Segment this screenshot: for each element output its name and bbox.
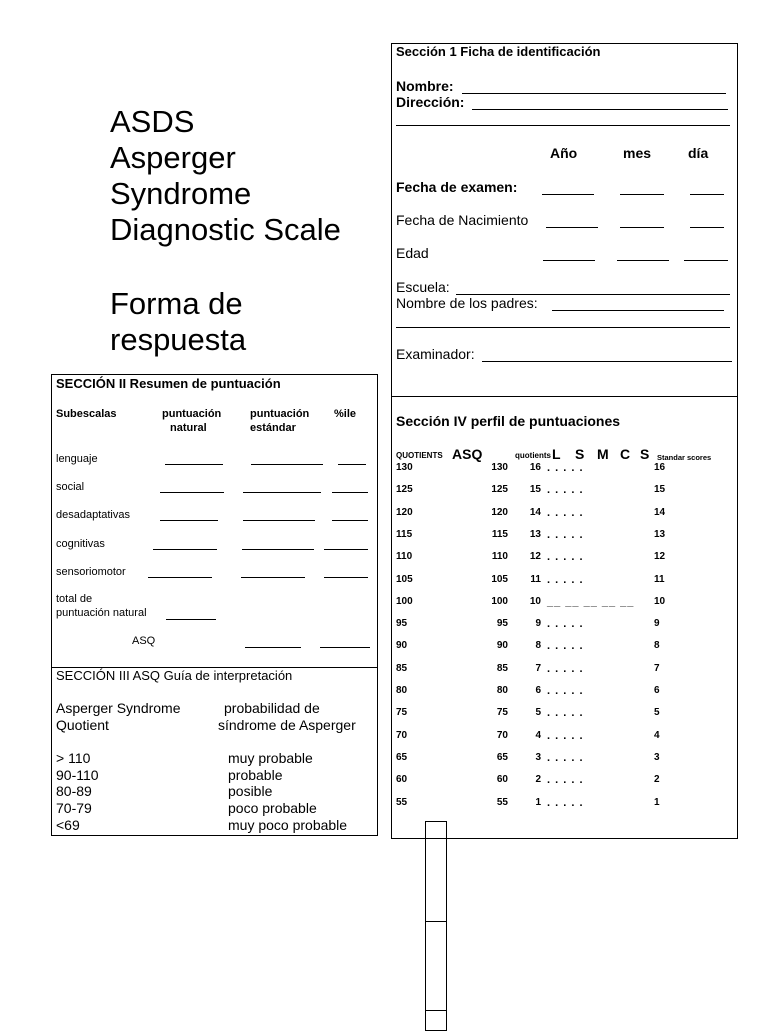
profile-strip (425, 821, 447, 1031)
section3-col2-1: probabilidad de (224, 700, 320, 716)
profile-score-8: 8 (535, 640, 541, 652)
profile-standard-3: 13 (654, 528, 666, 540)
padres-line[interactable] (552, 310, 724, 311)
profile-marks-8: . . . . . (547, 640, 584, 653)
strip-divider-1 (426, 921, 446, 922)
profile-standard-12: 4 (654, 729, 660, 741)
section1-box (391, 43, 738, 397)
profile-asq-3: 115 (491, 528, 508, 540)
section4-heading: Sección IV perfil de puntuaciones (396, 413, 621, 429)
profile-asq-1: 125 (491, 484, 508, 496)
section3-col2-2: síndrome de Asperger (218, 717, 356, 733)
title-line-5: Forma de (110, 286, 243, 321)
profile-asq-6: 100 (491, 595, 508, 607)
profile-quotient-11: 75 (396, 707, 408, 719)
profile-standard-4: 12 (654, 551, 666, 563)
title-line-4: Diagnostic Scale (110, 212, 341, 247)
fecha-examen-label: Fecha de examen: (396, 179, 518, 195)
section3-box (51, 667, 378, 836)
interp-label-0: muy probable (228, 750, 313, 766)
fecha-nacimiento-label: Fecha de Nacimiento (396, 212, 529, 228)
profile-marks-10: . . . . . (547, 685, 584, 697)
profile-quotient-13: 65 (396, 751, 408, 763)
profile-score-9: 7 (535, 662, 541, 674)
total-label-1: total de (56, 593, 93, 605)
social-estandar[interactable] (243, 492, 321, 493)
col-natural-1: puntuación (162, 408, 222, 420)
profile-quotient-7: 95 (396, 618, 408, 630)
profile-asq-5: 105 (491, 573, 508, 585)
row-lenguaje: lenguaje (56, 453, 98, 465)
profile-score-2: 14 (529, 506, 541, 518)
profile-asq-13: 65 (496, 751, 508, 763)
interp-label-3: poco probable (228, 800, 317, 816)
profile-asq-15: 55 (496, 796, 508, 808)
section3-col1-1: Asperger Syndrome (56, 700, 181, 716)
fecha-examen-mes[interactable] (620, 194, 664, 195)
fecha-nacimiento-mes[interactable] (620, 227, 664, 228)
letter-l: L (552, 446, 561, 462)
profile-quotient-1: 125 (396, 484, 413, 496)
interp-label-1: probable (228, 767, 283, 783)
profile-marks-3: . . . . . (547, 528, 584, 541)
direccion-label: Dirección: (396, 94, 465, 110)
interp-range-2: 80-89 (56, 783, 92, 799)
lenguaje-natural[interactable] (165, 464, 223, 465)
profile-asq-9: 85 (496, 662, 508, 674)
profile-marks-9: . . . . . (547, 662, 584, 675)
nombre-line[interactable] (462, 93, 726, 94)
padres-line-2[interactable] (396, 327, 730, 328)
interp-range-3: 70-79 (56, 800, 92, 816)
social-ile[interactable] (332, 492, 368, 493)
edad-mes[interactable] (617, 260, 669, 261)
profile-score-5: 11 (530, 573, 541, 585)
title-line-3: Syndrome (110, 176, 252, 211)
row-social: social (56, 481, 85, 493)
examinador-label: Examinador: (396, 346, 475, 362)
col-dia: día (688, 145, 709, 161)
cognitivas-natural[interactable] (153, 549, 217, 550)
cognitivas-estandar[interactable] (242, 549, 314, 550)
profile-quotient-14: 60 (396, 774, 408, 786)
profile-standard-10: 6 (654, 685, 660, 696)
col-subescalas: Subescalas (56, 408, 117, 420)
col-estandar-2: estándar (250, 422, 296, 434)
quotients-small-label: quotients (515, 451, 551, 460)
profile-quotient-6: 100 (396, 595, 413, 607)
cognitivas-ile[interactable] (324, 549, 368, 550)
section3-col1-2: Quotient (56, 717, 109, 733)
letter-s: S (575, 446, 585, 462)
profile-marks-12: . . . . . (547, 729, 584, 742)
profile-score-4: 12 (529, 551, 541, 563)
asq-estandar[interactable] (245, 647, 301, 648)
profile-standard-7: 9 (654, 618, 660, 630)
direccion-line-2[interactable] (396, 125, 730, 126)
asq-label: ASQ (452, 446, 483, 462)
sensoriomotor-ile[interactable] (324, 577, 368, 578)
desadaptativas-natural[interactable] (160, 520, 218, 521)
col-estandar-1: puntuación (250, 408, 310, 420)
profile-standard-9: 7 (654, 662, 660, 674)
edad-label: Edad (396, 245, 429, 261)
nombre-label: Nombre: (396, 78, 454, 94)
sensoriomotor-estandar[interactable] (241, 577, 305, 578)
profile-marks-15: . . . . . (547, 796, 584, 809)
title-line-6: respuesta (110, 322, 247, 357)
profile-standard-14: 2 (654, 774, 660, 786)
title-line-2: Asperger (110, 140, 236, 175)
profile-standard-13: 3 (654, 751, 660, 763)
interp-range-0: > 110 (56, 750, 91, 766)
profile-score-15: 1 (535, 796, 541, 808)
profile-standard-15: 1 (654, 796, 660, 808)
profile-quotient-2: 120 (396, 506, 413, 518)
letter-c: C (620, 446, 631, 462)
profile-quotient-5: 105 (396, 573, 413, 585)
profile-quotient-4: 110 (396, 551, 413, 563)
letter-m: M (597, 446, 609, 462)
profile-marks-1: . . . . . (547, 484, 584, 497)
profile-marks-2: . . . . . (547, 506, 584, 519)
profile-standard-11: 5 (654, 707, 660, 719)
profile-quotient-9: 85 (396, 662, 408, 674)
lenguaje-estandar[interactable] (251, 464, 323, 465)
profile-standard-0: 16 (654, 462, 666, 473)
section2-heading: SECCIÓN II Resumen de puntuación (56, 376, 281, 391)
profile-marks-4: . . . . . (547, 551, 584, 564)
profile-score-13: 3 (535, 751, 541, 763)
edad-dia[interactable] (684, 260, 728, 261)
interp-range-4: <69 (56, 817, 80, 833)
profile-asq-2: 120 (491, 506, 508, 518)
fecha-nacimiento-ano[interactable] (546, 227, 598, 228)
profile-asq-7: 95 (496, 618, 508, 630)
fecha-examen-dia[interactable] (690, 194, 724, 195)
profile-quotient-15: 55 (396, 796, 408, 808)
profile-score-10: 6 (535, 685, 541, 696)
fecha-examen-ano[interactable] (542, 194, 594, 195)
profile-standard-2: 14 (654, 506, 666, 518)
profile-score-7: 9 (535, 618, 541, 630)
social-natural[interactable] (160, 492, 224, 493)
profile-quotient-8: 90 (396, 640, 408, 652)
desadaptativas-estandar[interactable] (243, 520, 315, 521)
profile-marks-7: . . . . . (547, 618, 584, 631)
col-natural-2: natural (170, 422, 207, 434)
col-ile: %ile (334, 408, 357, 420)
profile-score-14: 2 (535, 774, 541, 786)
fecha-nacimiento-dia[interactable] (690, 227, 724, 228)
escuela-label: Escuela: (396, 279, 450, 295)
direccion-line[interactable] (472, 109, 728, 110)
col-ano: Año (550, 145, 578, 161)
profile-standard-8: 8 (654, 640, 660, 652)
padres-label: Nombre de los padres: (396, 295, 538, 311)
row-sensoriomotor: sensoriomotor (56, 566, 126, 578)
profile-marks-11: . . . . . (547, 707, 584, 720)
profile-marks-6: __ __ __ __ __ (547, 595, 635, 608)
row-cognitivas: cognitivas (56, 538, 105, 550)
interp-label-2: posible (228, 783, 273, 799)
profile-score-0: 16 (529, 462, 541, 473)
total-natural[interactable] (166, 619, 216, 620)
profile-marks-0: . . . . . (547, 462, 584, 474)
profile-score-6: 10 (529, 595, 541, 607)
profile-standard-1: 15 (654, 484, 666, 496)
profile-asq-14: 60 (496, 774, 508, 786)
sensoriomotor-natural[interactable] (148, 577, 212, 578)
profile-quotient-3: 115 (396, 528, 413, 540)
quotients-label: QUOTIENTS (396, 451, 443, 460)
profile-asq-11: 75 (496, 707, 508, 719)
profile-standard-6: 10 (654, 595, 666, 607)
profile-quotient-12: 70 (396, 729, 408, 741)
row-desadaptativas: desadaptativas (56, 509, 130, 521)
profile-score-3: 13 (529, 528, 541, 540)
profile-marks-5: . . . . . (547, 573, 584, 586)
letter-s2: S (640, 446, 650, 462)
interp-label-4: muy poco probable (228, 817, 348, 833)
profile-asq-0: 130 (491, 462, 508, 473)
desadaptativas-ile[interactable] (332, 520, 368, 521)
edad-ano[interactable] (543, 260, 595, 261)
total-label-2: puntuación natural (56, 607, 147, 619)
profile-quotient-0: 130 (396, 462, 413, 473)
section3-heading: SECCIÓN III ASQ Guía de interpretación (56, 668, 293, 683)
title-line-1: ASDS (110, 104, 195, 139)
strip-divider-2 (426, 1010, 446, 1011)
standar-scores-label: Standar scores (657, 453, 712, 462)
asq-row-label: ASQ (132, 635, 156, 647)
section2-box (51, 374, 378, 668)
lenguaje-ile[interactable] (338, 464, 366, 465)
asq-ile[interactable] (320, 647, 370, 648)
profile-asq-4: 110 (491, 551, 508, 563)
section1-heading: Sección 1 Ficha de identificación (396, 44, 601, 59)
profile-score-12: 4 (535, 729, 541, 741)
section4-box (391, 396, 738, 839)
profile-standard-5: 11 (654, 573, 665, 585)
profile-marks-13: . . . . . (547, 751, 584, 764)
col-mes: mes (623, 145, 652, 161)
interp-range-1: 90-110 (56, 767, 99, 783)
profile-score-1: 15 (529, 484, 541, 496)
profile-quotient-10: 80 (396, 685, 408, 696)
profile-marks-14: . . . . . (547, 774, 584, 787)
profile-score-11: 5 (535, 707, 541, 719)
profile-asq-12: 70 (496, 729, 508, 741)
profile-asq-10: 80 (496, 685, 508, 696)
profile-asq-8: 90 (496, 640, 508, 652)
examinador-line[interactable] (482, 361, 732, 362)
